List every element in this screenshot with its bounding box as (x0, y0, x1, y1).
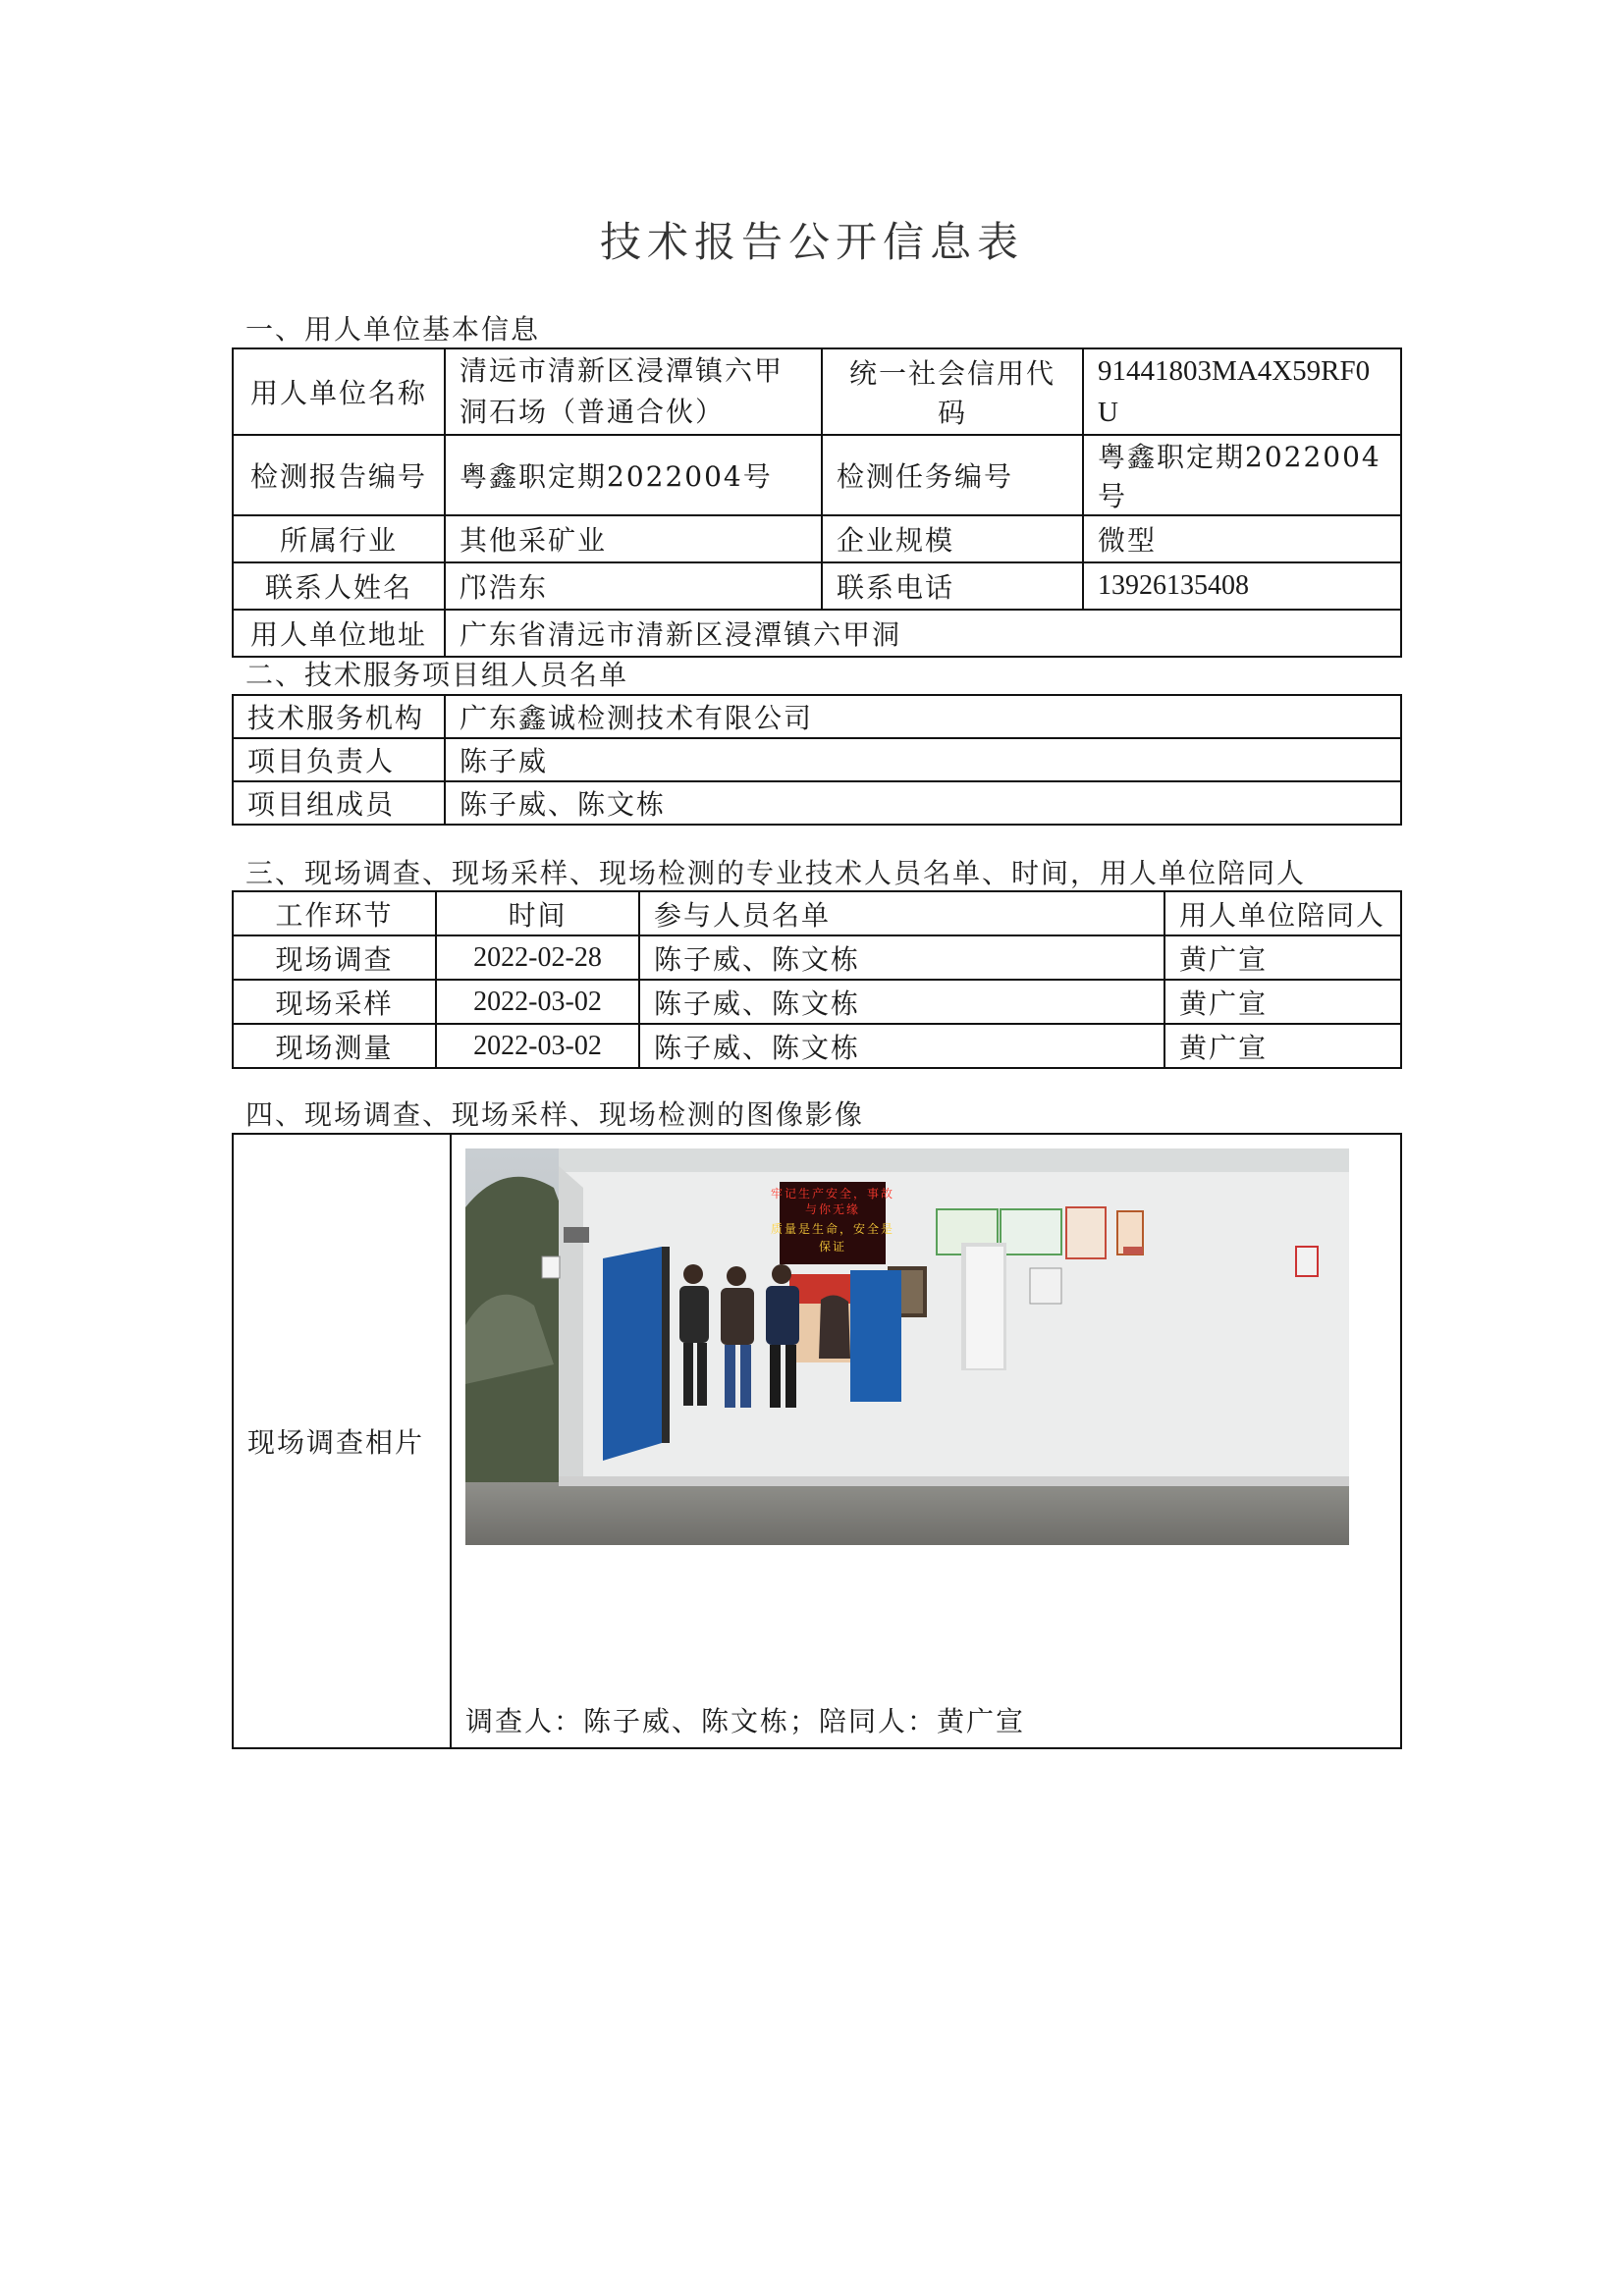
header-participants: 参与人员名单 (639, 891, 1164, 935)
value-task-no: 粤鑫职定期2022004号 (1083, 435, 1401, 515)
table-row (233, 980, 1401, 1024)
team-row-label: 技术服务机构 (233, 695, 445, 738)
section4-heading: 四、现场调查、现场采样、现场检测的图像影像 (245, 1098, 865, 1131)
value-contact: 邝浩东 (445, 562, 822, 610)
section2-heading: 二、技术服务项目组人员名单 (245, 659, 629, 691)
photo-cell (451, 1134, 1401, 1748)
label-unit-name: 用人单位名称 (233, 348, 445, 435)
label-contact: 联系人姓名 (233, 562, 445, 610)
team-row-value: 广东鑫诚检测技术有限公司 (445, 695, 1401, 738)
label-industry: 所属行业 (233, 515, 445, 562)
value-report-no: 粤鑫职定期2022004号 (445, 435, 822, 515)
label-phone: 联系电话 (822, 562, 1083, 610)
cell-stage: 现场测量 (233, 1024, 436, 1068)
cell-escort: 黄广宣 (1164, 980, 1401, 1024)
section3-heading: 三、现场调查、现场采样、现场检测的专业技术人员名单、时间，用人单位陪同人 (245, 857, 1307, 889)
team-row (233, 781, 1401, 825)
label-scale: 企业规模 (822, 515, 1083, 562)
table-row (233, 935, 1401, 980)
sign-line: 与你无缘 (804, 1202, 861, 1216)
team-row-label: 项目负责人 (233, 738, 445, 781)
table-header-row (233, 891, 1401, 935)
cell-stage: 现场调查 (233, 935, 436, 980)
photo-caption: 调查人：陈子威、陈文栋；陪同人：黄广宣 (465, 1705, 1026, 1737)
cell-escort: 黄广宣 (1164, 935, 1401, 980)
team-row (233, 695, 1401, 738)
cell-stage: 现场采样 (233, 980, 436, 1024)
cell-time: 2022-03-02 (436, 980, 639, 1024)
basic-info-table (232, 347, 1402, 658)
photo-label: 现场调查相片 (233, 1134, 451, 1748)
team-row-value: 陈子威、陈文栋 (445, 781, 1401, 825)
value-address: 广东省清远市清新区浸潭镇六甲洞 (445, 610, 1401, 657)
team-row (233, 738, 1401, 781)
label-credit-code: 统一社会信用代码 (822, 348, 1083, 435)
sign-line: 质量是生命，安全是 (770, 1222, 895, 1236)
field-work-table (232, 890, 1402, 1069)
photo-table (232, 1133, 1402, 1749)
cell-participants: 陈子威、陈文栋 (639, 935, 1164, 980)
label-address: 用人单位地址 (233, 610, 445, 657)
page-title: 技术报告公开信息表 (599, 218, 1024, 266)
value-scale: 微型 (1083, 515, 1401, 562)
team-table (232, 694, 1402, 826)
header-stage: 工作环节 (233, 891, 436, 935)
value-industry: 其他采矿业 (445, 515, 822, 562)
site-photo (465, 1148, 1349, 1545)
cell-time: 2022-02-28 (436, 935, 639, 980)
label-report-no: 检测报告编号 (233, 435, 445, 515)
cell-participants: 陈子威、陈文栋 (639, 1024, 1164, 1068)
team-row-value: 陈子威 (445, 738, 1401, 781)
header-time: 时间 (436, 891, 639, 935)
sign-line: 保证 (818, 1240, 847, 1254)
label-task-no: 检测任务编号 (822, 435, 1083, 515)
sign-line: 牢记生产安全，事故 (770, 1187, 895, 1201)
section1-heading: 一、用人单位基本信息 (245, 313, 541, 346)
value-unit-name: 清远市清新区浸潭镇六甲洞石场（普通合伙） (445, 348, 822, 435)
value-credit-code: 91441803MA4X59RF0U (1083, 348, 1401, 435)
team-row-label: 项目组成员 (233, 781, 445, 825)
value-phone: 13926135408 (1083, 562, 1401, 610)
cell-participants: 陈子威、陈文栋 (639, 980, 1164, 1024)
table-row (233, 1024, 1401, 1068)
header-escort: 用人单位陪同人 (1164, 891, 1401, 935)
cell-escort: 黄广宣 (1164, 1024, 1401, 1068)
cell-time: 2022-03-02 (436, 1024, 639, 1068)
